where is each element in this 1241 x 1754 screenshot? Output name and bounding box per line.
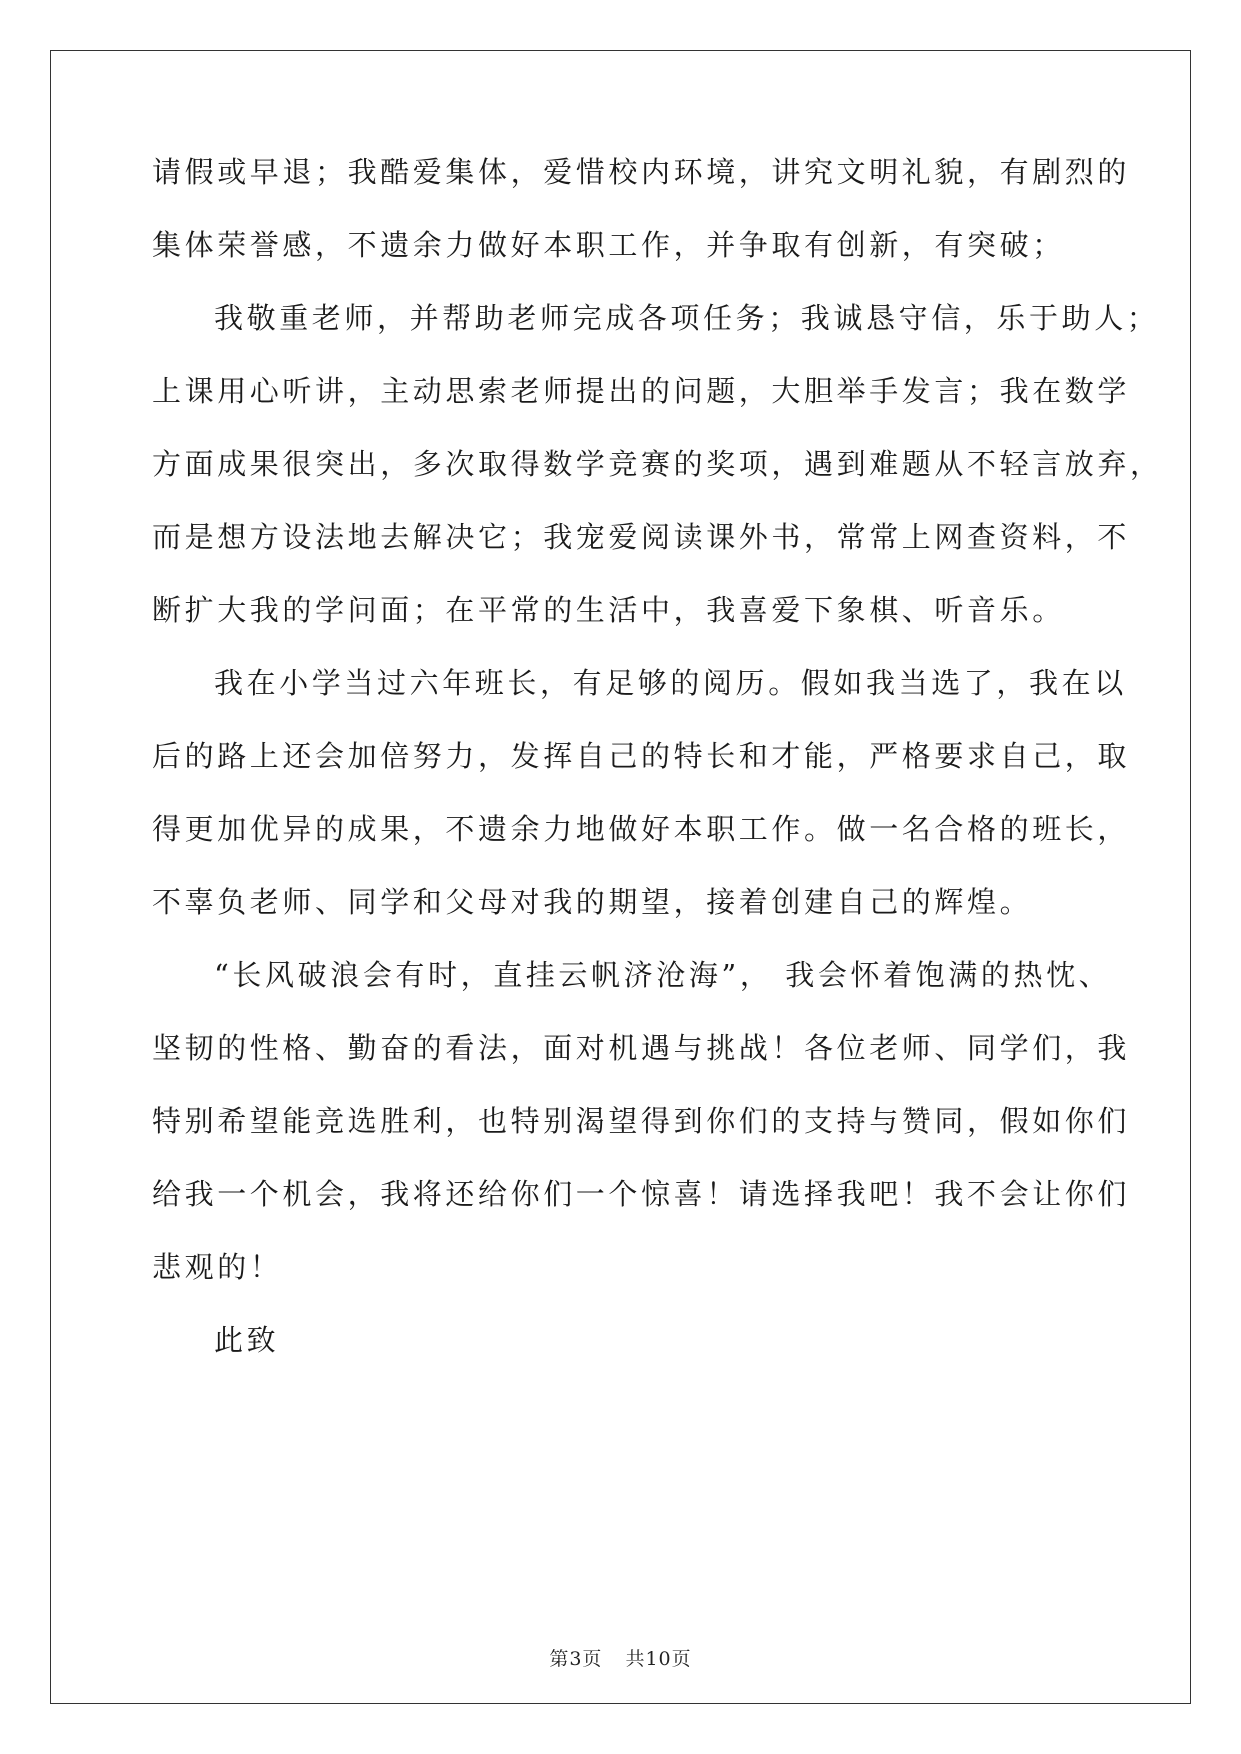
text-line: 给我一个机会，我将还给你们一个惊喜！请选择我吧！我不会让你们 (152, 1177, 1131, 1211)
paragraph-start-line: 我敬重老师，并帮助老师完成各项任务；我诚恳守信，乐于助人； (214, 301, 1160, 335)
page-number: 第3页 (549, 1648, 603, 1670)
page-total: 共10页 (625, 1648, 692, 1670)
text-line: 集体荣誉感，不遗余力做好本职工作，并争取有创新，有突破； (152, 228, 1065, 262)
text-line: 方面成果很突出，多次取得数学竞赛的奖项，遇到难题从不轻言放弃， (152, 447, 1163, 481)
page-footer (0, 1644, 1241, 1671)
text-line: 不辜负老师、同学和父母对我的期望，接着创建自己的辉煌。 (152, 885, 1033, 919)
paragraph-start-line: 我在小学当过六年班长，有足够的阅历。假如我当选了，我在以 (214, 666, 1127, 700)
text-line: 后的路上还会加倍努力，发挥自己的特长和才能，严格要求自己，取 (152, 739, 1131, 773)
closing-salutation: 此致 (214, 1323, 280, 1357)
text-line: 悲观的！ (152, 1250, 283, 1284)
text-line: 得更加优异的成果，不遗余力地做好本职工作。做一名合格的班长， (152, 812, 1131, 846)
text-line: 坚韧的性格、勤奋的看法，面对机遇与挑战！各位老师、同学们，我 (152, 1031, 1131, 1065)
text-line: 请假或早退；我酷爱集体，爱惜校内环境，讲究文明礼貌，有剧烈的 (152, 155, 1131, 189)
text-line: 断扩大我的学问面；在平常的生活中，我喜爱下象棋、听音乐。 (152, 593, 1065, 627)
text-line: 特别希望能竞选胜利，也特别渴望得到你们的支持与赞同，假如你们 (152, 1104, 1131, 1138)
paragraph-start-line: “长风破浪会有时，直挂云帆济沧海”， 我会怀着饱满的热忱、 (214, 958, 1112, 992)
text-line: 而是想方设法地去解决它；我宠爱阅读课外书，常常上网查资料，不 (152, 520, 1131, 554)
text-line: 上课用心听讲，主动思索老师提出的问题，大胆举手发言；我在数学 (152, 374, 1131, 408)
